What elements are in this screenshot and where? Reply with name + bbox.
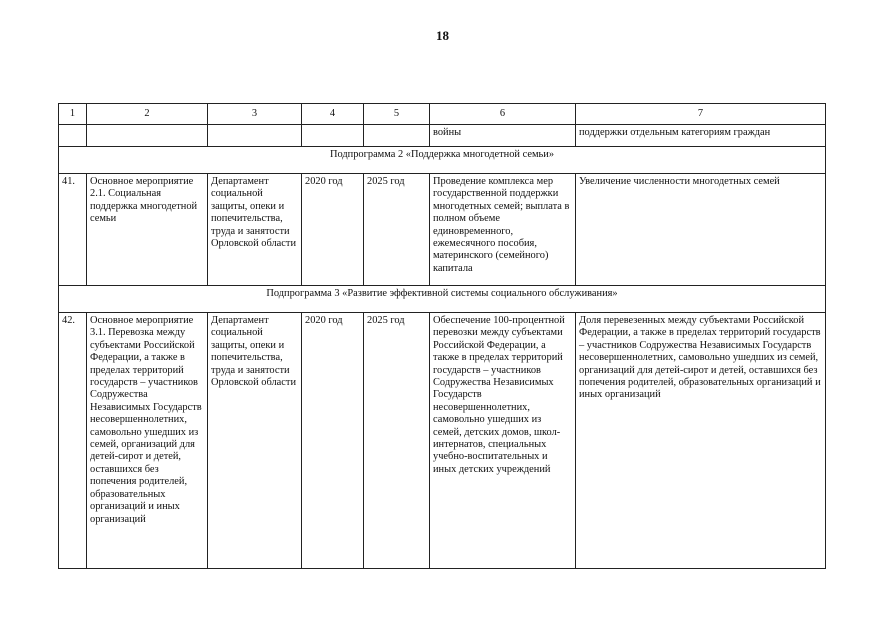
header-cell: 1 <box>59 104 87 125</box>
content-cell: Проведение комплекса мер государственной поддержки многодетных семей; выплата в полном объеме единовременного, ежемесячного пособия, материнского (семейного) капитала <box>430 174 576 286</box>
header-cell: 2 <box>87 104 208 125</box>
measure-cell: Основное мероприятие 2.1. Социальная поддержка многодетной семьи <box>87 174 208 286</box>
table-cell <box>87 125 208 147</box>
start-year-cell: 2020 год <box>302 313 364 569</box>
program-table <box>58 103 826 569</box>
subprogram-heading-row <box>59 286 826 313</box>
table-cell <box>302 125 364 147</box>
subprogram-3-title: Подпрограмма 3 «Развитие эффективной системы социального обслуживания» <box>59 286 826 313</box>
end-year-cell: 2025 год <box>364 174 430 286</box>
continuation-row <box>59 125 826 147</box>
header-cell: 4 <box>302 104 364 125</box>
start-year-cell: 2020 год <box>302 174 364 286</box>
measure-cell: Основное мероприятие 3.1. Перевозка между субъектами Российской Федерации, а также в пределах территорий государств – участников Содружества Независимых Государств несовершеннолетних, самовольно ушедших из семей, организаций для детей-сирот и детей, оставшихся без попечения родителей, образовательных организаций и иных организаций <box>87 313 208 569</box>
end-year-cell: 2025 год <box>364 313 430 569</box>
table-cell: войны <box>430 125 576 147</box>
table-row <box>59 313 826 569</box>
header-cell: 6 <box>430 104 576 125</box>
header-cell: 5 <box>364 104 430 125</box>
subprogram-2-title: Подпрограмма 2 «Поддержка многодетной семьи» <box>59 147 826 174</box>
table-cell <box>208 125 302 147</box>
subprogram-heading-row <box>59 147 826 174</box>
indicator-cell: Увеличение численности многодетных семей <box>576 174 826 286</box>
page-number: 18 <box>436 28 449 43</box>
header-cell: 7 <box>576 104 826 125</box>
row-number: 41. <box>59 174 87 286</box>
table-cell: поддержки отдельным категориям граждан <box>576 125 826 147</box>
table-row <box>59 174 826 286</box>
header-cell: 3 <box>208 104 302 125</box>
table-cell <box>59 125 87 147</box>
table-header-row <box>59 104 826 125</box>
indicator-cell: Доля перевезенных между субъектами Российской Федерации, а также в пределах территорий государств – участников Содружества Независимых Государств несовершеннолетних, самовольно ушедших из семей, организаций для детей-сирот и детей, оставшихся без попечения родителей, образовательных организаций и иных организаций <box>576 313 826 569</box>
content-cell: Обеспечение 100-процентной перевозки между субъектами Российской Федерации, а также в пределах территорий государств – участников Содружества Независимых Государств несовершеннолетних, самовольно ушедших из семей, детских домов, школ-интернатов, специальных учебно-воспитательных и иных детских учреждений <box>430 313 576 569</box>
executor-cell: Департамент социальной защиты, опеки и попечительства, труда и занятости Орловской области <box>208 174 302 286</box>
executor-cell: Департамент социальной защиты, опеки и попечительства, труда и занятости Орловской области <box>208 313 302 569</box>
row-number: 42. <box>59 313 87 569</box>
table-cell <box>364 125 430 147</box>
